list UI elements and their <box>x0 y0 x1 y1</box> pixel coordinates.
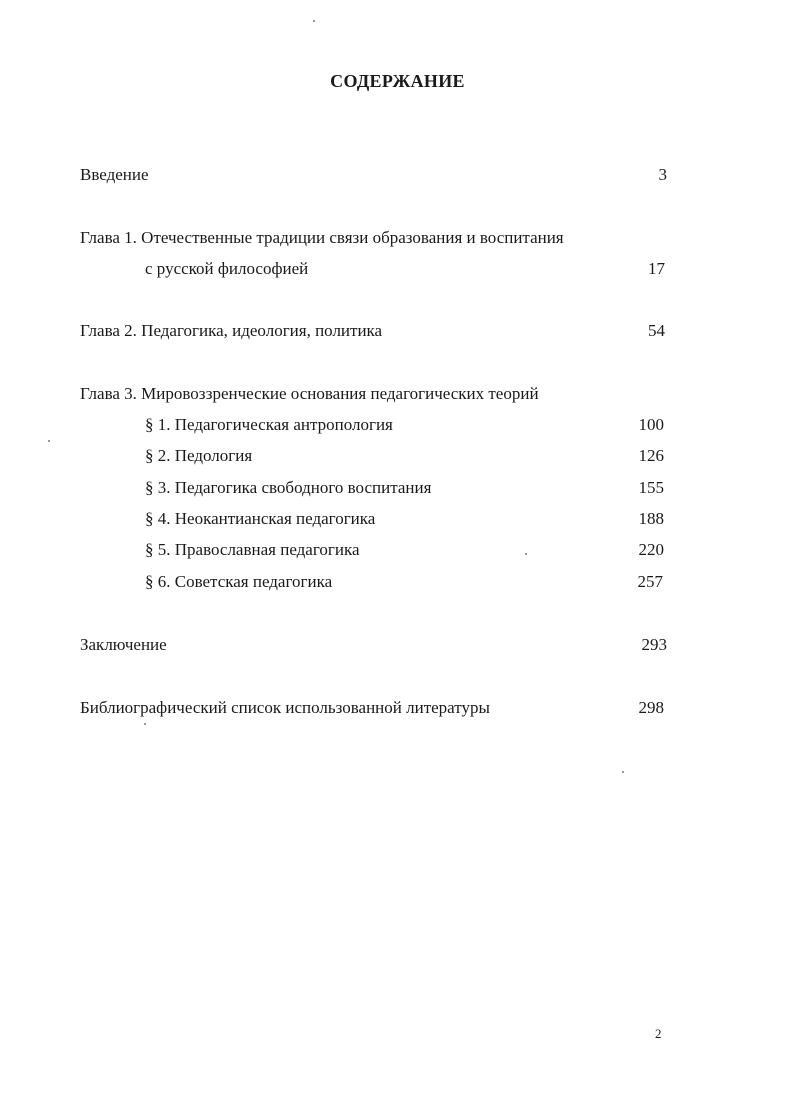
toc-page-chapter-1: 17 <box>648 259 665 278</box>
toc-page-section-6: 257 <box>637 572 663 591</box>
toc-entry-section-4: § 4. Неокантианская педагогика <box>145 509 376 528</box>
toc-page-chapter-2: 54 <box>648 321 665 340</box>
toc-page-conclusion: 293 <box>641 635 667 654</box>
scan-speck <box>313 20 315 22</box>
toc-entry-section-1: § 1. Педагогическая антропология <box>145 415 393 434</box>
page-title: СОДЕРЖАНИЕ <box>330 71 465 91</box>
page-number: 2 <box>655 1026 662 1041</box>
toc-entry-section-5: § 5. Православная педагогика <box>145 540 360 559</box>
toc-entry-chapter-1: Глава 1. Отечественные традиции связи образования и воспитания <box>80 228 564 247</box>
toc-entry-section-3: § 3. Педагогика свободного воспитания <box>145 478 432 497</box>
toc-page-introduction: 3 <box>658 165 667 184</box>
toc-entry-bibliography: Библиографический список использованной литературы <box>80 698 490 717</box>
toc-entry-section-6: § 6. Советская педагогика <box>145 572 333 591</box>
toc-entry-chapter-2: Глава 2. Педагогика, идеология, политика <box>80 321 383 340</box>
scan-speck <box>144 723 146 725</box>
toc-page-bibliography: 298 <box>638 698 664 717</box>
toc-entry-chapter-1-continuation: с русской философией <box>145 259 309 278</box>
toc-entry-section-2: § 2. Педология <box>145 446 253 465</box>
toc-entry-chapter-3: Глава 3. Мировоззренческие основания педагогических теорий <box>80 384 539 403</box>
toc-entry-conclusion: Заключение <box>80 635 167 654</box>
toc-page-section-5: 220 <box>638 540 664 559</box>
toc-page-section-2: 126 <box>638 446 664 465</box>
toc-page-section-1: 100 <box>638 415 664 434</box>
scan-speck <box>48 440 50 442</box>
toc-page-section-4: 188 <box>638 509 664 528</box>
scan-speck <box>622 771 624 773</box>
toc-page-section-3: 155 <box>638 478 664 497</box>
toc-entry-introduction: Введение <box>80 165 149 184</box>
scan-speck <box>525 553 527 555</box>
